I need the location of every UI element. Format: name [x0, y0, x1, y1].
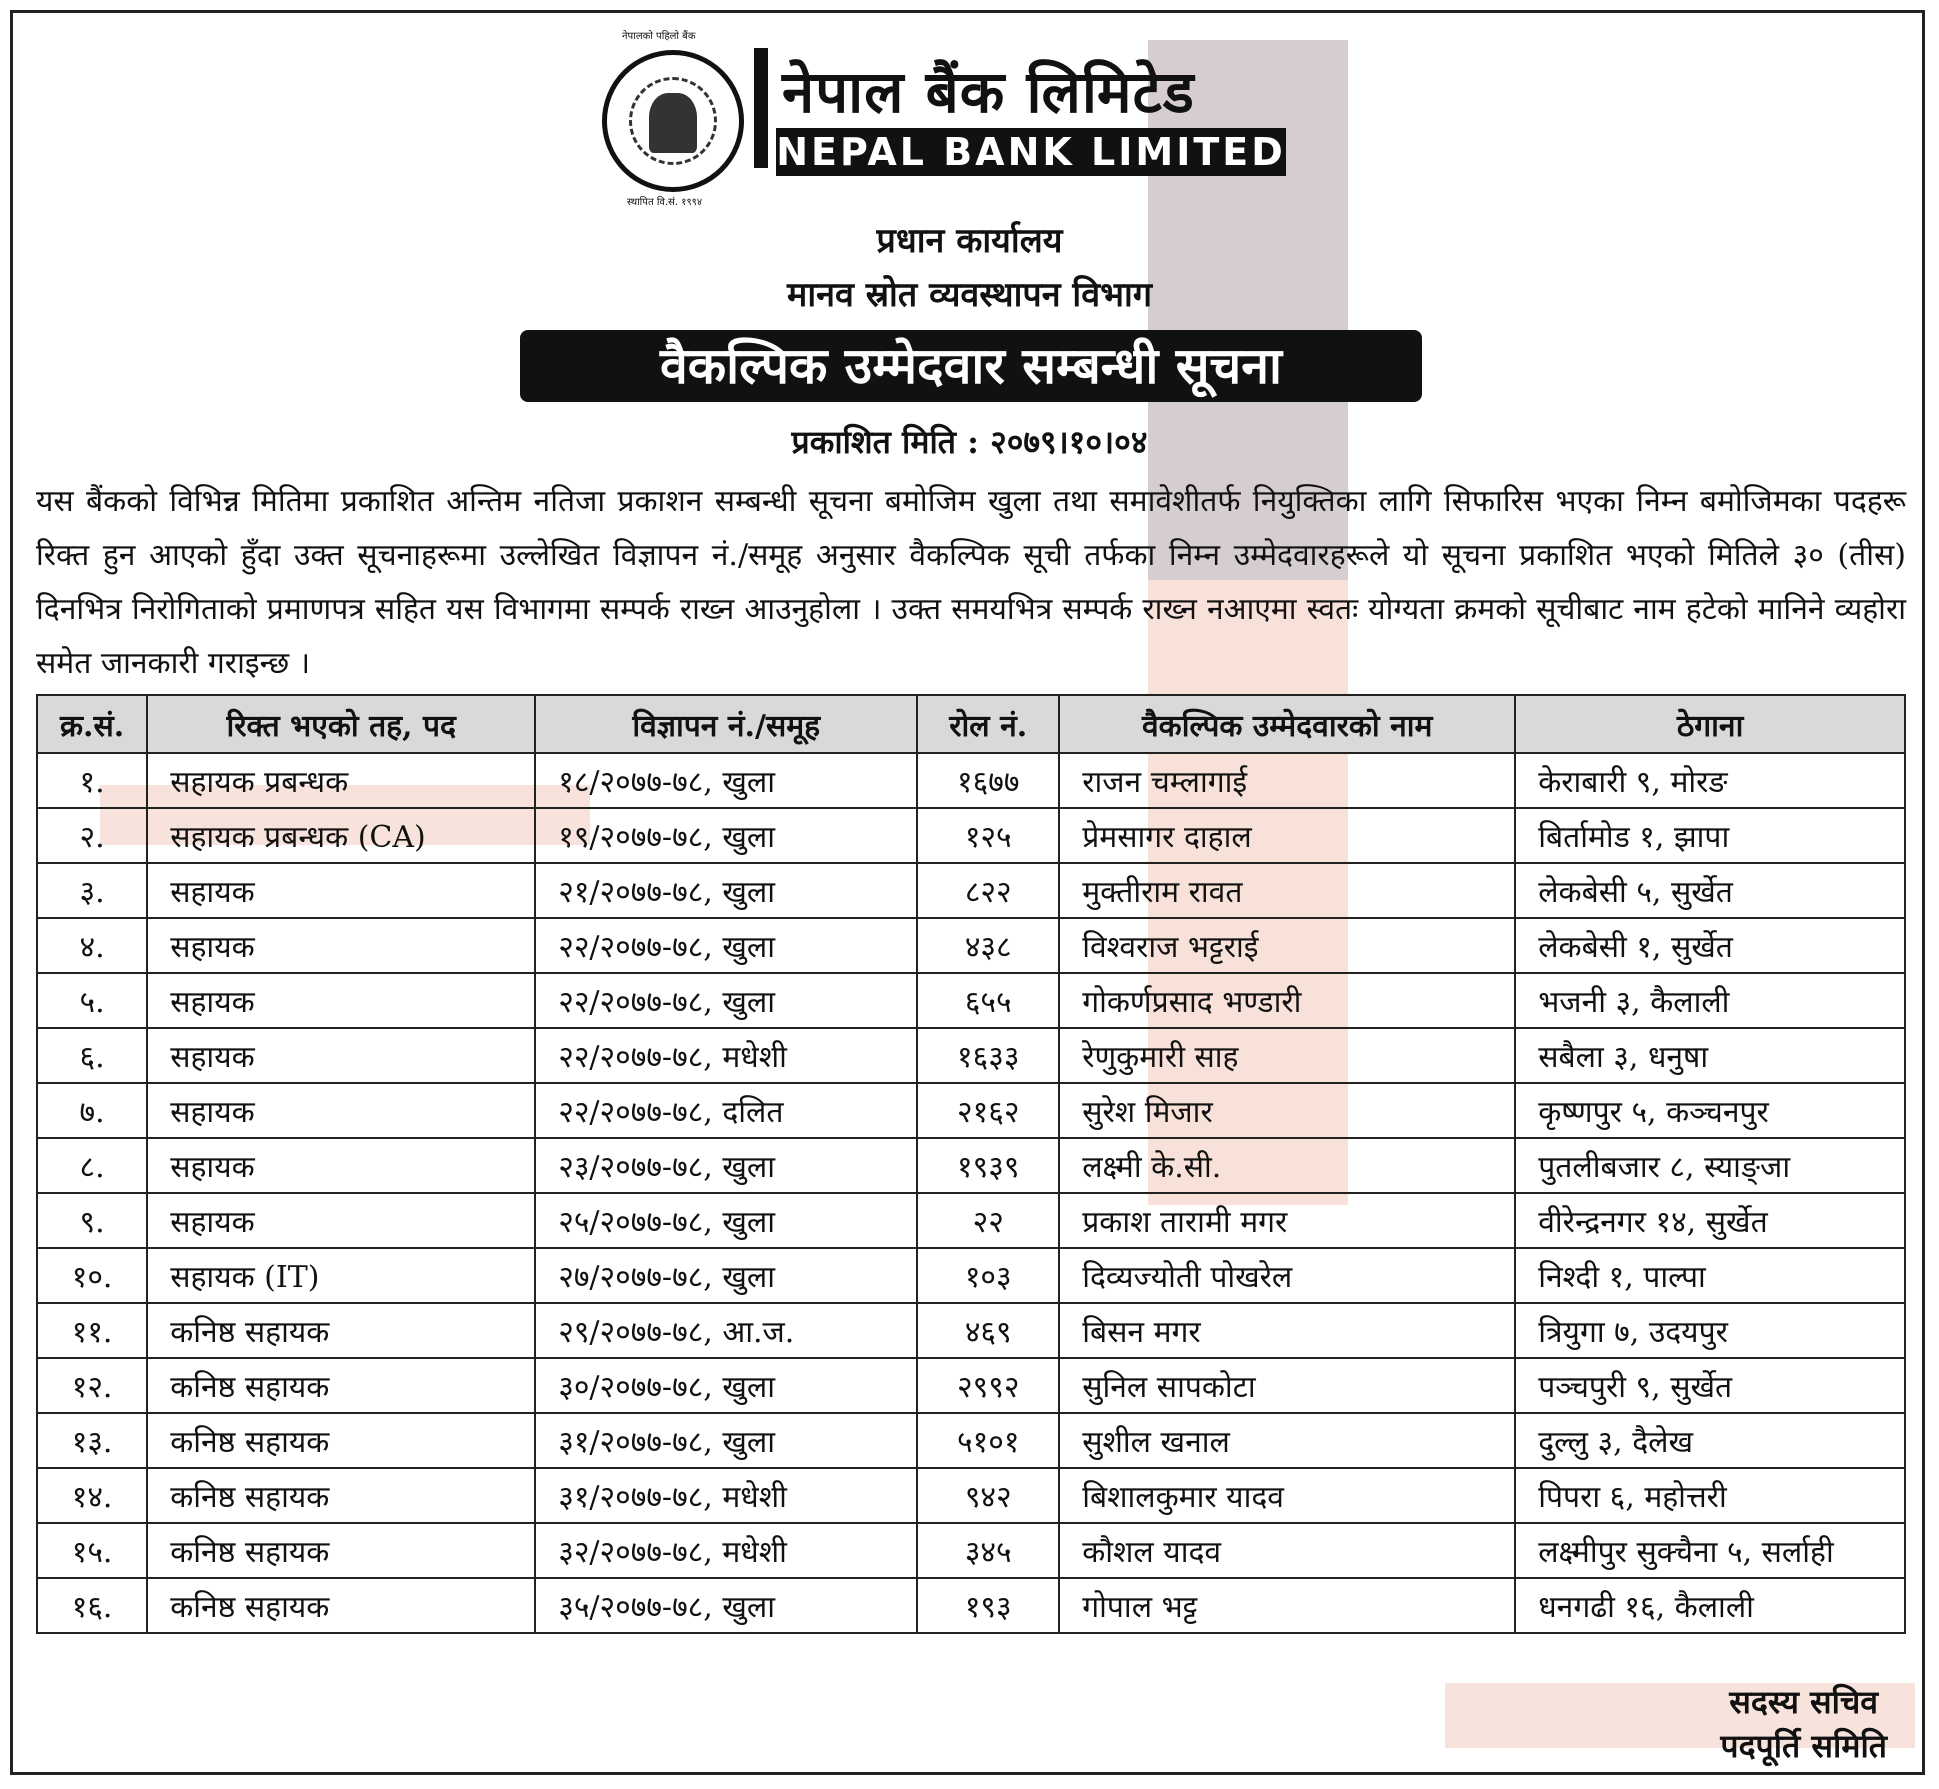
cell-advertisement: २२/२०७७-७८, मधेशी	[535, 1028, 917, 1083]
cell-serial: १४.	[37, 1468, 147, 1523]
cell-serial: ३.	[37, 863, 147, 918]
bank-seal-icon	[602, 50, 744, 192]
office-heading: प्रधान कार्यालय	[876, 221, 1063, 261]
cell-serial: १३.	[37, 1413, 147, 1468]
col-roll: रोल नं.	[917, 695, 1059, 753]
col-address: ठेगाना	[1515, 695, 1905, 753]
bank-name-english: NEPAL BANK LIMITED	[776, 130, 1286, 174]
cell-address: केराबारी ९, मोरङ	[1515, 753, 1905, 808]
cell-post: सहायक	[147, 1138, 535, 1193]
cell-address: दुल्लु ३, दैलेख	[1515, 1413, 1905, 1468]
cell-address: धनगढी १६, कैलाली	[1515, 1578, 1905, 1633]
notice-body: यस बैंकको विभिन्न मितिमा प्रकाशित अन्तिम नतिजा प्रकाशन सम्बन्धी सूचना बमोजिम खुला तथा समावेशीतर्फ नियुक्तिका लागि सिफारिस भएका निम्न बमोजिमका पदहरू रिक्त हुन आएको हुँदा उक्त सूचनाहरूमा उल्लेखित विज्ञापन नं./समूह अनुसार वैकल्पिक सूची तर्फका निम्न उम्मेदवारहरूले यो सूचना प्रकाशित भएको मितिले ३० (तीस) दिनभित्र निरोगिताको प्रमाणपत्र सहित यस विभागमा सम्पर्क राख्न आउनुहोला । उक्त समयभित्र सम्पर्क राख्न नआएमा स्वतः योग्यता क्रमको सूचीबाट नाम हटेको मानिने व्यहोरा समेत जानकारी गराइन्छ ।	[36, 484, 1906, 681]
cell-roll: ९४२	[917, 1468, 1059, 1523]
cell-address: वीरेन्द्रनगर १४, सुर्खेत	[1515, 1193, 1905, 1248]
cell-roll: ३४५	[917, 1523, 1059, 1578]
table-row	[37, 1083, 1905, 1138]
cell-address: सबैला ३, धनुषा	[1515, 1028, 1905, 1083]
cell-roll: १२५	[917, 808, 1059, 863]
cell-candidate-name: दिव्यज्योती पोखरेल	[1059, 1248, 1515, 1303]
cell-candidate-name: बिसन मगर	[1059, 1303, 1515, 1358]
cell-serial: ६.	[37, 1028, 147, 1083]
cell-candidate-name: गोकर्णप्रसाद भण्डारी	[1059, 973, 1515, 1028]
cell-candidate-name: सुनिल सापकोटा	[1059, 1358, 1515, 1413]
cell-roll: २९९२	[917, 1358, 1059, 1413]
cell-post: कनिष्ठ सहायक	[147, 1303, 535, 1358]
cell-candidate-name: गोपाल भट्ट	[1059, 1578, 1515, 1633]
col-advertisement: विज्ञापन नं./समूह	[535, 695, 917, 753]
cell-roll: ४३८	[917, 918, 1059, 973]
bank-logo	[602, 26, 1292, 206]
signature-committee: पदपूर्ति समिति	[1720, 1727, 1887, 1765]
cell-post: सहायक प्रबन्धक	[147, 753, 535, 808]
cell-advertisement: ३०/२०७७-७८, खुला	[535, 1358, 917, 1413]
cell-roll: १९३	[917, 1578, 1059, 1633]
cell-post: कनिष्ठ सहायक	[147, 1468, 535, 1523]
cell-serial: १२.	[37, 1358, 147, 1413]
signature-block	[1720, 1680, 1887, 1768]
table-row	[37, 918, 1905, 973]
cell-address: कृष्णपुर ५, कञ्चनपुर	[1515, 1083, 1905, 1138]
table-row	[37, 1358, 1905, 1413]
cell-serial: ९.	[37, 1193, 147, 1248]
cell-roll: ५१०१	[917, 1413, 1059, 1468]
cell-advertisement: १८/२०७७-७८, खुला	[535, 753, 917, 808]
cell-post: सहायक	[147, 1028, 535, 1083]
cell-advertisement: २१/२०७७-७८, खुला	[535, 863, 917, 918]
cell-serial: ११.	[37, 1303, 147, 1358]
table-row	[37, 1138, 1905, 1193]
cell-roll: १६७७	[917, 753, 1059, 808]
cell-advertisement: १९/२०७७-७८, खुला	[535, 808, 917, 863]
table-row	[37, 1468, 1905, 1523]
cell-advertisement: ३२/२०७७-७८, मधेशी	[535, 1523, 917, 1578]
published-date: प्रकाशित मिति : २०७९।१०।०४	[791, 423, 1148, 461]
col-post: रिक्त भएको तह, पद	[147, 695, 535, 753]
cell-serial: ४.	[37, 918, 147, 973]
cell-post: सहायक प्रबन्धक (CA)	[147, 808, 535, 863]
cell-address: पिपरा ६, महोत्तरी	[1515, 1468, 1905, 1523]
cell-roll: १९३९	[917, 1138, 1059, 1193]
cell-serial: ५.	[37, 973, 147, 1028]
cell-serial: २.	[37, 808, 147, 863]
cell-post: कनिष्ठ सहायक	[147, 1523, 535, 1578]
candidate-table	[36, 694, 1906, 1634]
table-row	[37, 863, 1905, 918]
table-row	[37, 973, 1905, 1028]
cell-advertisement: २२/२०७७-७८, खुला	[535, 918, 917, 973]
cell-address: बिर्तामोड १, झापा	[1515, 808, 1905, 863]
cell-candidate-name: सुशील खनाल	[1059, 1413, 1515, 1468]
cell-roll: ६५५	[917, 973, 1059, 1028]
cell-roll: १६३३	[917, 1028, 1059, 1083]
cell-serial: १६.	[37, 1578, 147, 1633]
cell-serial: १.	[37, 753, 147, 808]
brand-bar	[754, 48, 768, 168]
table-row	[37, 1303, 1905, 1358]
cell-advertisement: २२/२०७७-७८, दलित	[535, 1083, 917, 1138]
cell-serial: ८.	[37, 1138, 147, 1193]
cell-serial: १५.	[37, 1523, 147, 1578]
table-header-row	[37, 695, 1905, 753]
cell-roll: ४६९	[917, 1303, 1059, 1358]
table-row	[37, 1248, 1905, 1303]
seal-top-text: नेपालको पहिलो बैंक	[622, 31, 696, 42]
cell-post: कनिष्ठ सहायक	[147, 1413, 535, 1468]
cell-post: सहायक	[147, 973, 535, 1028]
cell-post: सहायक	[147, 1193, 535, 1248]
cell-advertisement: २२/२०७७-७८, खुला	[535, 973, 917, 1028]
cell-advertisement: ३५/२०७७-७८, खुला	[535, 1578, 917, 1633]
cell-address: निश्दी १, पाल्पा	[1515, 1248, 1905, 1303]
cell-address: त्रियुगा ७, उदयपुर	[1515, 1303, 1905, 1358]
cell-candidate-name: प्रकाश तारामी मगर	[1059, 1193, 1515, 1248]
cell-candidate-name: बिशालकुमार यादव	[1059, 1468, 1515, 1523]
cell-candidate-name: राजन चम्लागाई	[1059, 753, 1515, 808]
cell-post: कनिष्ठ सहायक	[147, 1578, 535, 1633]
brand-wordmark	[754, 48, 1289, 190]
col-serial: क्र.सं.	[37, 695, 147, 753]
cell-roll: २२	[917, 1193, 1059, 1248]
cell-roll: १०३	[917, 1248, 1059, 1303]
cell-address: लेकबेसी १, सुर्खेत	[1515, 918, 1905, 973]
table-row	[37, 1523, 1905, 1578]
table-row	[37, 1028, 1905, 1083]
cell-candidate-name: विश्वराज भट्टराई	[1059, 918, 1515, 973]
signature-title: सदस्य सचिव	[1729, 1683, 1879, 1721]
cell-serial: १०.	[37, 1248, 147, 1303]
cell-candidate-name: रेणुकुमारी साह	[1059, 1028, 1515, 1083]
cell-candidate-name: लक्ष्मी के.सी.	[1059, 1138, 1515, 1193]
table-row	[37, 808, 1905, 863]
col-candidate-name: वैकल्पिक उम्मेदवारको नाम	[1059, 695, 1515, 753]
table-row	[37, 753, 1905, 808]
cell-advertisement: २७/२०७७-७८, खुला	[535, 1248, 917, 1303]
cell-advertisement: २३/२०७७-७८, खुला	[535, 1138, 917, 1193]
cell-serial: ७.	[37, 1083, 147, 1138]
cell-address: लक्ष्मीपुर सुक्चैना ५, सर्लाही	[1515, 1523, 1905, 1578]
cell-address: पुतलीबजार ८, स्याङ्जा	[1515, 1138, 1905, 1193]
cell-post: सहायक (IT)	[147, 1248, 535, 1303]
cell-post: कनिष्ठ सहायक	[147, 1358, 535, 1413]
cell-candidate-name: कौशल यादव	[1059, 1523, 1515, 1578]
cell-candidate-name: मुक्तीराम रावत	[1059, 863, 1515, 918]
cell-address: लेकबेसी ५, सुर्खेत	[1515, 863, 1905, 918]
table-row	[37, 1193, 1905, 1248]
cell-advertisement: २९/२०७७-७८, आ.ज.	[535, 1303, 917, 1358]
cell-post: सहायक	[147, 1083, 535, 1138]
cell-advertisement: २५/२०७७-७८, खुला	[535, 1193, 917, 1248]
cell-advertisement: ३१/२०७७-७८, खुला	[535, 1413, 917, 1468]
cell-address: भजनी ३, कैलाली	[1515, 973, 1905, 1028]
table-row	[37, 1413, 1905, 1468]
cell-post: सहायक	[147, 863, 535, 918]
cell-candidate-name: सुरेश मिजार	[1059, 1083, 1515, 1138]
cell-address: पञ्चपुरी ९, सुर्खेत	[1515, 1358, 1905, 1413]
notice-title: वैकल्पिक उम्मेदवार सम्बन्धी सूचना	[520, 330, 1422, 402]
department-heading: मानव स्रोत व्यवस्थापन विभाग	[786, 275, 1152, 315]
cell-advertisement: ३१/२०७७-७८, मधेशी	[535, 1468, 917, 1523]
seal-bottom-text: स्थापित वि.सं. १९९४	[627, 197, 703, 208]
cell-post: सहायक	[147, 918, 535, 973]
seal-emblem	[649, 93, 697, 153]
bank-name-nepali: नेपाल बैंक लिमिटेड	[782, 58, 1195, 126]
cell-roll: ८२२	[917, 863, 1059, 918]
cell-candidate-name: प्रेमसागर दाहाल	[1059, 808, 1515, 863]
table-row	[37, 1578, 1905, 1633]
cell-roll: २१६२	[917, 1083, 1059, 1138]
